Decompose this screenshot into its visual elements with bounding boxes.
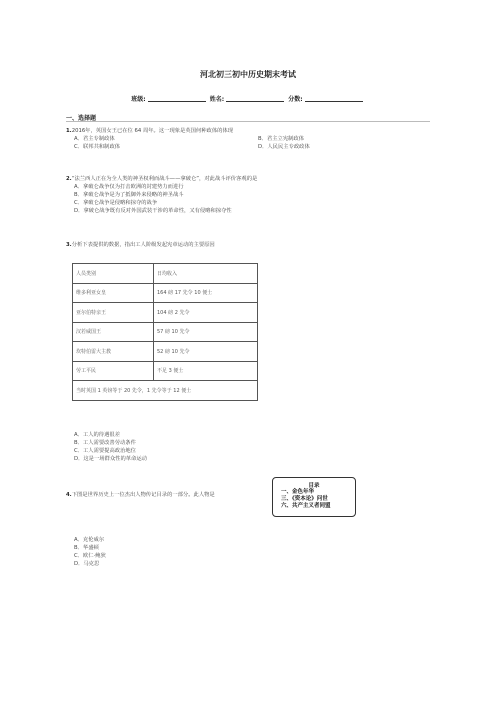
table-row (73, 264, 258, 284)
q3-option-a[interactable]: A．工人的待遇很差 (74, 432, 120, 438)
biography-catalog-image (272, 477, 356, 517)
q3-option-d[interactable]: D．这是一场群众性的革命运动 (74, 456, 147, 462)
q1-option-d[interactable]: D．人民民主专政政体 (258, 144, 310, 150)
table-row (73, 283, 258, 303)
question-number: 2. (66, 176, 72, 182)
table-row (73, 361, 258, 381)
q2-option-c[interactable]: C．拿破仑战争是侵略和掠夺的战争 (74, 200, 158, 206)
q4-option-a[interactable]: A．克伦威尔 (74, 537, 105, 543)
page-title: 河北初三初中历史期末考试 (200, 70, 296, 79)
table-cell: 汉若威国王 (73, 322, 154, 342)
q1-option-c[interactable]: C．联邦共和制政体 (74, 144, 121, 150)
table-cell: 日均收入 (154, 264, 258, 284)
question-text: 2016年，英国女王已在位 64 周年。这一现象是英国何种政体的体现 (71, 128, 234, 134)
table-cell: 不足 3 便士 (154, 361, 258, 381)
class-blank[interactable] (148, 101, 206, 102)
table-cell: 坎特伯雷大主教 (73, 342, 154, 362)
catalog-title: 目录 (308, 483, 320, 489)
question-4 (66, 492, 215, 499)
section-heading: 一、选择题 (66, 115, 97, 122)
table-row (73, 381, 258, 401)
q2-option-d[interactable]: D．拿破仑战争既有反对外国武装干涉的革命性，又有侵略和掠夺性 (74, 208, 232, 214)
catalog-item: 六、共产主义者同盟 (281, 503, 331, 509)
question-text: 下图是世界历史上一位杰出人物传记目录的一部分。此人物是 (71, 492, 215, 498)
table-cell: 57 磅 10 先令 (154, 322, 258, 342)
q4-option-d[interactable]: D．马克思 (74, 561, 100, 567)
catalog-item: 三、《资本论》问世 (281, 496, 328, 502)
table-note: 当时英国 1 英镑等于 20 先令，1 先令等于 12 便士 (73, 381, 258, 401)
q3-option-c[interactable]: C．工人需要提高政治地位 (74, 448, 136, 454)
question-number: 4. (66, 492, 72, 498)
table-cell: 164 磅 17 先令 10 便士 (154, 283, 258, 303)
question-number: 1. (66, 128, 72, 134)
q4-option-c[interactable]: C．欧仁·鲍狄 (74, 553, 106, 559)
table-row (73, 303, 258, 323)
name-label: 姓名: (209, 96, 225, 103)
student-info (0, 94, 496, 103)
question-3 (66, 242, 215, 249)
table-row (73, 342, 258, 362)
question-text: “法兰西人正在为全人类的神圣权利而战斗——拿破仑”，对此战斗评价客观的是 (71, 176, 258, 182)
table-cell: 人员类别 (73, 264, 154, 284)
table-cell: 亚尔伯特亲王 (73, 303, 154, 323)
question-number: 3. (66, 242, 72, 248)
income-table (72, 263, 258, 401)
class-label: 班级: (131, 96, 146, 103)
score-blank[interactable] (305, 101, 363, 102)
section-divider (66, 121, 430, 122)
question-text: 分析下表提供的数据，指出工人阶级发起宪章运动的主要原因 (71, 242, 215, 248)
question-2 (66, 176, 257, 183)
name-blank[interactable] (226, 101, 284, 102)
q4-option-b[interactable]: B．华盛顿 (74, 545, 99, 551)
question-1 (66, 128, 233, 135)
q3-option-b[interactable]: B．工人需要改善劳动条件 (74, 440, 136, 446)
table-row (73, 322, 258, 342)
table-cell: 维多利亚女皇 (73, 283, 154, 303)
q2-option-b[interactable]: B．拿破仑战争是为了抵御外来侵略的神圣战斗 (74, 192, 184, 198)
score-label: 分数: (288, 96, 303, 103)
table-cell: 104 磅 2 先令 (154, 303, 258, 323)
catalog-item: 一、金色年华 (281, 489, 315, 495)
q2-option-a[interactable]: A．拿破仑战争仅为打击欧洲的封建势力而进行 (74, 184, 184, 190)
q1-option-b[interactable]: B．君主立宪制政体 (258, 136, 305, 142)
table-cell: 52 磅 10 先令 (154, 342, 258, 362)
q1-option-a[interactable]: A．君主专制政体 (74, 136, 115, 142)
table-cell: 劳工平民 (73, 361, 154, 381)
